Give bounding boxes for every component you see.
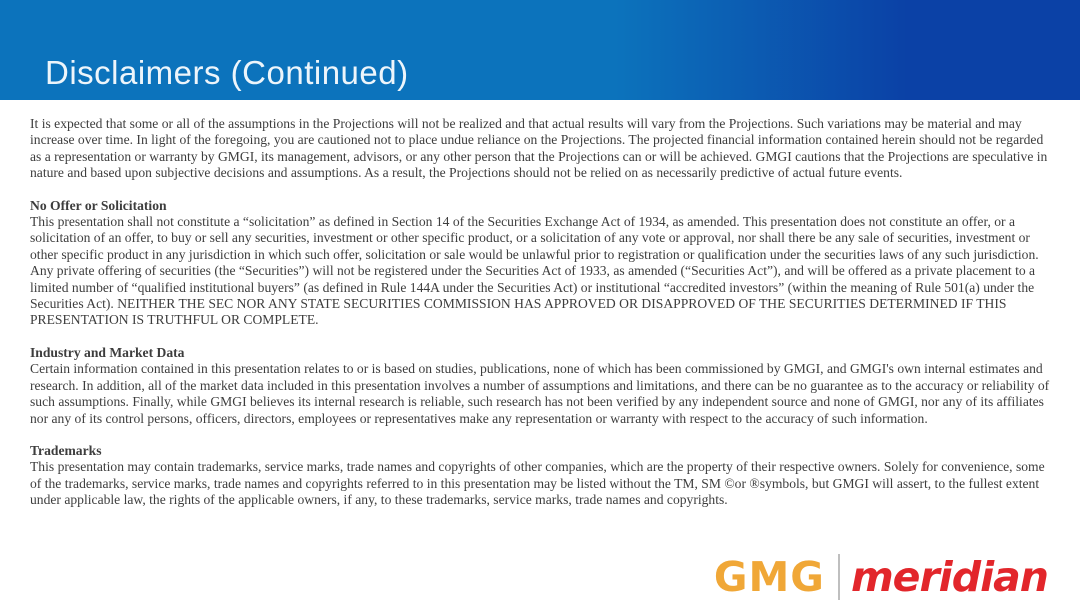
section-no-offer [30, 198, 1050, 329]
section-heading-trademarks: Trademarks [30, 442, 102, 458]
section-paragraph-no-offer: This presentation shall not constitute a “solicitation” as defined in Section 14 of the Securities Exchange Act of 1934, as amended. This presentation does not constitute an offer, or a solicitation of an offer, to buy or sell any securities, investment or other specific product, or a solicitation of any vote or approval, nor shall there be any sale of securities, investment or other specific product in any jurisdiction in which such offer, solicitation or sale would be unlawful prior to registration or qualification under the securities laws of any such jurisdiction. Any private offering of securities (the “Securities”) will not be registered under the Securities Act of 1933, as amended (“Securities Act”), and will be offered as a private placement to a limited number of “qualified institutional buyers” (as defined in Rule 144A under the Securities Act) or institutional “accredited investors” (within the meaning of Rule 501(a) under the Securities Act). NEITHER THE SEC NOR ANY STATE SECURITIES COMMISSION HAS APPROVED OR DISAPPROVED OF THE SECURITIES DETERMINED IF THIS PRESENTATION IS TRUTHFUL OR COMPLETE. [30, 214, 1039, 328]
logo-gmg-text: GMG [713, 552, 825, 601]
company-logo [714, 554, 1048, 600]
section-paragraph-industry-data: Certain information contained in this presentation relates to or is based on studies, publications, none of which has been commissioned by GMGI, and GMGI's own internal estimates and research. In addition, all of the market data included in this presentation involves a number of assumptions and limitations, and there can be no guarantee as to the accuracy or reliability of such assumptions. Finally, while GMGI believes its internal research is reliable, such research has not been verified by any independent source and none of GMGI, nor any of its affiliates nor any of its control persons, officers, directors, employees or representatives make any representation or warranty with respect to the accuracy of such information. [30, 361, 1050, 426]
section-industry-data [30, 345, 1050, 427]
logo-divider [838, 554, 840, 600]
section-trademarks [30, 443, 1050, 509]
page-title: Disclaimers (Continued) [45, 54, 409, 91]
section-heading-industry-data: Industry and Market Data [30, 344, 185, 360]
section-paragraph-trademarks: This presentation may contain trademarks, service marks, trade names and copyrights of other companies, which are the property of their respective owners. Solely for convenience, some of the trademarks, service marks, trade names and copyrights referred to in this presentation may be listed without the TM, SM ©or ®symbols, but GMGI will assert, to the fullest extent under applicable law, the rights of the applicable owners, if any, to these trademarks, service marks, trade names and copyrights. [30, 459, 1045, 508]
slide-header [0, 0, 1080, 100]
disclaimer-content [30, 116, 1050, 509]
intro-paragraph: It is expected that some or all of the assumptions in the Projections will not be realized and that actual results will vary from the Projections. Such variations may be material and may increase over time. In light of the foregoing, you are cautioned not to place undue reliance on the Projections. The projected financial information contained herein should not be regarded as a representation or warranty by GMGI, its management, advisors, or any other person that the Projections can or will be achieved. GMGI cautions that the Projections are speculative in nature and based upon subjective decisions and assumptions. As a result, the Projections should not be relied on as necessarily predictive of actual future events. [30, 116, 1048, 181]
logo-meridian-text: meridian [850, 552, 1048, 601]
section-heading-no-offer: No Offer or Solicitation [30, 197, 167, 213]
